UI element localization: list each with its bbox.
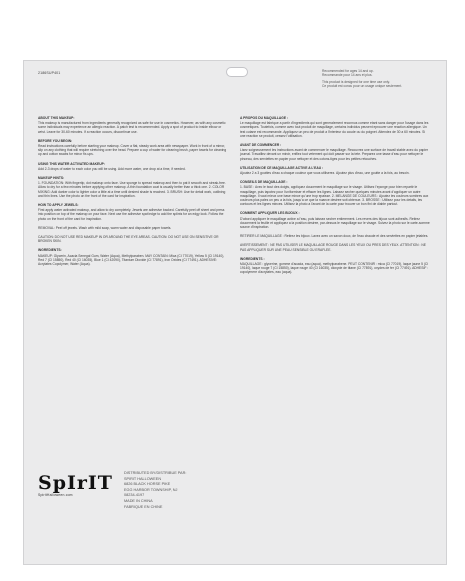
french-instructions — [240, 116, 430, 280]
distributor-block — [124, 471, 186, 510]
brand-logo — [38, 472, 113, 497]
section-heading: INGREDIENTS : — [240, 256, 265, 261]
distributor-line: DISTRIBUTED BY/DISTRIBUE PAR: — [124, 471, 187, 475]
section-heading: ABOUT THIS MAKEUP: — [38, 116, 75, 120]
instruction-section — [38, 226, 228, 230]
section-text: RETIRER LE MAQUILLAGE : Retirez les bijoux. Lavez avec un savon doux, de l'eau chaude et des serviettes en papier jetables. — [240, 234, 429, 239]
section-text: This makeup is manufactured from ingredients generally recognized as safe for use in cosmetics. However, as with any cosmetic some individuals may experience an allergic reaction. A patch test is recommended. Apply a spot of product to inside elbow or wrist. Leave for 30-60 minutes. If a reaction occurs, discontinue use. — [38, 121, 226, 134]
section-heading: USING THIS WATER ACTIVATED MAKEUP: — [38, 161, 105, 166]
instruction-section — [38, 203, 228, 221]
section-heading: CONSEILS DE MAQUILLAGE : — [240, 180, 288, 185]
instruction-section — [240, 180, 430, 206]
section-heading: HOW TO APPLY JEWELS: — [38, 203, 79, 208]
distributor-line: 08234-4197 — [124, 493, 145, 498]
sku-code: 2186SUP401 — [38, 71, 61, 75]
section-heading: UTILISATION DE CE MAQUILLAGE ACTIVE A L'EAU : — [240, 165, 324, 170]
instruction-section — [38, 235, 228, 243]
distributor-line: FABRIQUE EN CHINE — [124, 504, 163, 509]
instruction-section — [240, 211, 430, 229]
instruction-section — [240, 234, 430, 238]
section-text: Le maquillage est fabrique a partir d'ingredients qui sont generalement reconnus comme etant sans danger pour l'usage dans les cosmetiques. Toutefois, comme avec tout produit de maquillage, certains individus peuvent eprouver une reaction allergique. Un test cutane est recommande. Appliquez un peu de produit a l'interieur du coude ou du poignet. Attendez de 30 a 60 minutes. Si une reaction se produit, cessez l'utilisation. — [240, 121, 429, 138]
hang-hole — [226, 67, 248, 77]
section-heading: A PROPOS DU MAQUILLAGE : — [240, 116, 289, 120]
instruction-section — [240, 116, 430, 138]
section-text: Ajoutez 2 a 3 gouttes d'eau a chaque couleur que vous utiliserez. Ajoutez plus d'eau, une goutte a la fois, au besoin. — [240, 171, 410, 176]
section-text: D'abord appliquer le maquillage active a l'eau, puis laissez secher entierement. Les revers des bijoux sont adhesifs. Retirez doucement la feuille et appliquez a la position desiree, par-dessus le maquillage sur le visage. Suivez la photo sur le carte-somme source d'inspiration. — [240, 216, 430, 230]
section-heading: INGREDIENTS: — [38, 248, 62, 253]
section-heading: BEFORE YOU BEGIN: — [38, 138, 73, 143]
english-instructions — [38, 116, 228, 271]
section-text: MAKEUP: Glycerin, Acacia Senegal Gum, Water (Aqua), Methylparaben. MAY CONTAIN: Mica (CI 77019), Yellow 5 (CI 19140), Red 7 (CI 15850), Red 40 (CI 16035), Blue 1 (CI 42090), Titanium Dioxide (CI 77891), Iron Oxides (CI 77491). ADHESIVE: Acrylates Copolymer, Water (Aqua). — [38, 253, 225, 267]
distributor-line: SPIRIT HALLOWEEN — [124, 476, 162, 481]
single-use-note-en: This product is designed for one time use only. — [322, 80, 390, 84]
section-text: Add 2-3 drops of water to each color you will be using. Add more water, one drop at a time, if needed. — [38, 166, 186, 171]
section-heading: AVANT DE COMMENCER : — [240, 143, 282, 148]
age-recommendation-en: Recommended for ages 14 and up. — [322, 69, 374, 73]
instruction-section — [38, 248, 228, 266]
section-text: 1. FOUNDATION: With fingertip, dot makeup onto face. Use sponge to spread makeup and then to pat it smooth and streak-free. Allow to dry for a few minutes before applying other makeup. A thin foundation coat is usually better than a thick one. 2. COLOR MIXING: Add darker color to lighter color a little at a time until desired shade is reached. 3. BRUSH: Use for detail work, outlining and thin lines. Use the photo on the front of the card for inspiration. — [38, 181, 226, 198]
instruction-section — [240, 243, 430, 251]
distributor-line: EGG HARBOR TOWNSHIP, NJ — [124, 487, 178, 492]
instruction-section — [38, 162, 228, 171]
section-text: MAQUILLAGE : glycerine, gomme d'acacia, eau (aqua), methylparabene. PEUT CONTENIR : mica (CI 77019), laque jaune 5 (CI 19140), laque rouge 7 (CI 15850), laque rouge 40 (CI 16035), dioxyde de titane (CI 77891), oxydes de fer (CI 77491). ADHESIF : copolymere d'acrylates, eau (aqua). — [240, 262, 429, 275]
section-text: Lisez soigneusement les instructions avant de commencer le maquillage. Recouvrez une surface de travail stable avec du papier journal. Travaillez devant un miroir, enfilez tout vetement qui doit passer sur la tete. Preparez une tasse d'eau pour nettoyer le pinceau, des serviettes en papier pour nettoyer et des cotons-tiges pour les petites retouches. — [240, 148, 429, 161]
section-text: REMOVAL: Peel off jewels. Wash with mild soap, warm water and disposable paper towels. — [38, 225, 172, 230]
instruction-section — [240, 143, 430, 161]
section-heading: MAKEUP HINTS: — [38, 176, 65, 181]
section-heading: COMMENT APPLIQUER LES BIJOUX : — [240, 211, 300, 216]
instruction-section — [38, 139, 228, 157]
distributor-line: MADE IN CHINA — [124, 498, 153, 503]
age-recommendation — [322, 69, 432, 88]
section-text: CAUTION: DO NOT USE RED MAKEUP IN OR AROUND THE EYE AREAS. CAUTION: DO NOT USE ON SENSITIVE OR BROKEN SKIN. — [38, 235, 219, 244]
distributor-line: 6826 BLACK HORSE PIKE — [124, 482, 171, 487]
logo-url: SpiritHalloween.com — [38, 493, 73, 497]
section-text: 1. BASE : Avec le bout des doigts, appliquez doucement le maquillage sur le visage. Utilisez l'eponge pour bien repartir le maquillage, puis tapotez pour l'uniformiser et effacer les lignes. Laissez secher quelques minutes avant d'appliquer un autre maquillage. Il vaut mieux une base mince qu'une trop epaisse. 2. MELANGE DE COULEURS : Ajoutez les couleurs sombres aux couleurs plus pales un peu a la fois, jusqu'a ce que la nuance desiree soit obtenue. 3. BROSSE : Utilisez pour les details, les contours et les lignes minces. Utilisez la photo a l'avant de la carte pour trouver un bon fini de diable partout. — [240, 185, 429, 207]
age-recommendation-fr: Recommande pour 14 ans et plus. — [322, 73, 373, 77]
logo-wordmark: SpIrIT — [38, 472, 113, 494]
section-text: Read instructions carefully before starting your makeup. Cover a flat, steady work area with newspaper. Work in front of a mirror, slip on any clothing that will require stretching over the head. Prepare a cup of water for cleaning brush, paper towels for cleaning up and cotton swabs for minor fix-ups. — [38, 144, 227, 157]
instruction-section — [240, 166, 430, 175]
product-card-back — [23, 60, 447, 565]
instruction-section — [240, 257, 430, 275]
single-use-note-fr: Ce produit est concu pour un usage unique seulement. — [322, 84, 403, 88]
section-text: First apply water activated makeup, and allow to dry completely. Jewels are adhesive backed. Carefully peel off sheet and press into position on top of the makeup on your face. Next use the adhesive spot/edge to add the splints for an edgy look. Follow the photo on the front of the card for inspiration. — [38, 208, 225, 221]
instruction-section — [38, 176, 228, 198]
instruction-section — [38, 116, 228, 134]
section-text: AVERTISSEMENT : NE PAS UTILISER LE MAQUILLAGE ROUGE DANS LES YEUX OU PRES DES YEUX. ATTENTION : NE PAS APPLIQUER SUR UNE PEAU SENSIBLE OU ERAFLEE. — [240, 243, 426, 252]
